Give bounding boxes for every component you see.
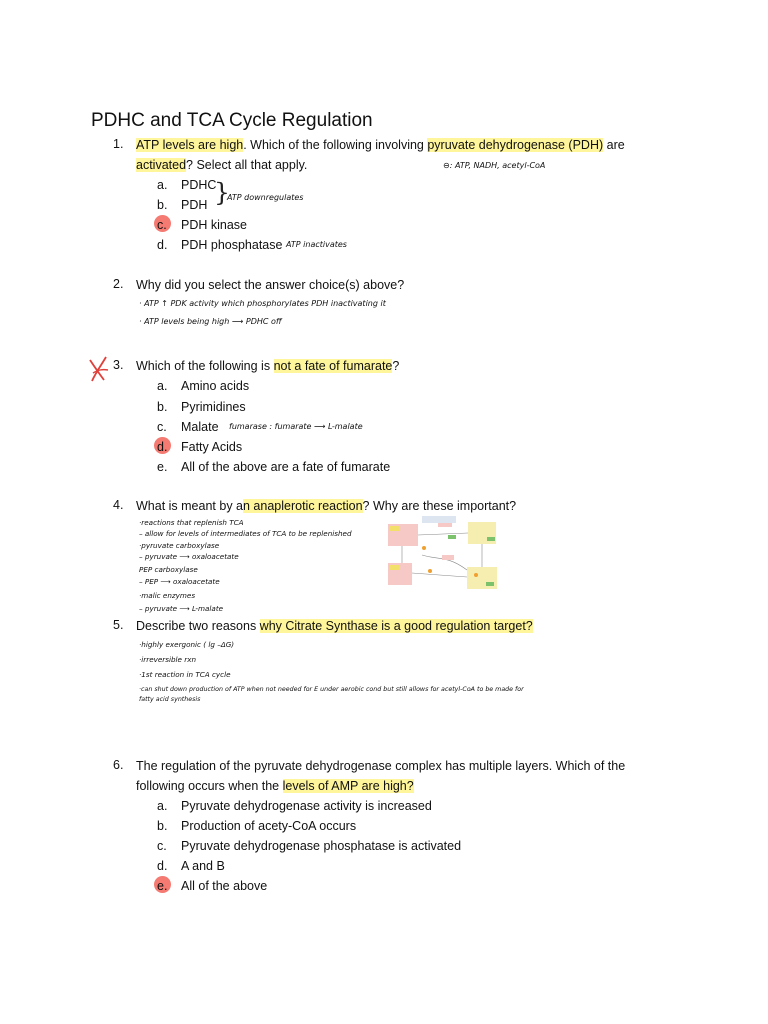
q3-text-part: ?: [392, 359, 400, 373]
q1-choice-c-letter: c.: [157, 218, 167, 232]
q2-note-2: · ATP levels being high ⟶ PDHC off: [139, 317, 282, 326]
q4-note-1: ·reactions that replenish TCA: [139, 518, 244, 527]
q3-choice-e-letter: e.: [157, 460, 168, 474]
q2-note-1: · ATP ↑ PDK activity which phosphorylates PDH inactivating it: [139, 299, 386, 308]
q1-choice-a-text: PDHC: [181, 178, 217, 192]
q5-highlight: why Citrate Synthase is a good regulation target?: [259, 619, 533, 633]
q4-note-4: – pyruvate ⟶ oxaloacetate: [139, 552, 239, 561]
q6-choice-d-text: A and B: [181, 859, 225, 873]
q5-text-part: Describe two reasons: [136, 619, 260, 633]
q1-highlight-atp: ATP levels are high: [136, 138, 244, 152]
q3-choice-d-letter: d.: [157, 440, 168, 454]
q1-text-part: are: [603, 138, 625, 152]
q5-note-3: ·1st reaction in TCA cycle: [139, 670, 231, 679]
q4-note-8: – pyruvate ⟶ L-malate: [139, 604, 224, 613]
q6-choice-a-text: Pyruvate dehydrogenase activity is increased: [181, 799, 432, 813]
q5-number: 5.: [113, 618, 124, 632]
q4-note-3: ·pyruvate carboxylase: [139, 541, 220, 550]
q6-line2: [136, 778, 414, 794]
q6-choice-e-letter: e.: [157, 879, 168, 893]
q6-highlight: levels of AMP are high?: [282, 779, 414, 793]
q4-highlight: n anaplerotic reaction: [243, 499, 363, 513]
q1-handwritten-note: ⊖: ATP, NADH, acetyl-CoA: [443, 161, 546, 170]
q4-number: 4.: [113, 498, 124, 512]
q1-choice-d-note: ATP inactivates: [286, 240, 347, 249]
q3-number: 3.: [113, 358, 124, 372]
red-x-mark-icon: [86, 354, 112, 384]
q6-number: 6.: [113, 758, 124, 772]
q1-choice-b-letter: b.: [157, 198, 168, 212]
q3-line: [136, 358, 399, 374]
q3-choice-a-letter: a.: [157, 379, 168, 393]
q6-choice-a-letter: a.: [157, 799, 168, 813]
q6-choice-c-letter: c.: [157, 839, 167, 853]
q3-choice-b-text: Pyrimidines: [181, 400, 246, 414]
q3-choice-c-note: fumarase : fumarate ⟶ L-malate: [229, 422, 363, 431]
q4-text-part: ? Why are these important?: [362, 499, 517, 513]
q4-line: [136, 498, 516, 514]
q1-line2: [136, 157, 307, 173]
q6-choice-e-text: All of the above: [181, 879, 268, 893]
q3-choice-d-text: Fatty Acids: [181, 440, 243, 454]
q3-highlight: not a fate of fumarate: [273, 359, 393, 373]
q1-choice-c-text: PDH kinase: [181, 218, 247, 232]
q1-highlight-pdh: pyruvate dehydrogenase (PDH): [427, 138, 604, 152]
q3-choice-b-letter: b.: [157, 400, 168, 414]
handwritten-brace: }: [214, 178, 230, 207]
q5-line: [136, 618, 533, 634]
q1-text-part: ? Select all that apply.: [186, 158, 308, 172]
q1-line1: [136, 137, 625, 153]
q6-line1: The regulation of the pyruvate dehydrogenase complex has multiple layers. Which of the: [136, 759, 626, 773]
q1-number: 1.: [113, 137, 124, 151]
q3-choice-a-text: Amino acids: [181, 379, 250, 393]
q1-choice-d-text: PDH phosphatase: [181, 238, 283, 252]
q4-note-2: – allow for levels of intermediates of TCA to be replenished: [139, 529, 352, 538]
q3-choice-c-letter: c.: [157, 420, 167, 434]
q1-choice-d-letter: d.: [157, 238, 168, 252]
q3-choice-e-text: All of the above are a fate of fumarate: [181, 460, 391, 474]
q2-text: Why did you select the answer choice(s) above?: [136, 278, 405, 292]
pathway-diagram-image: [382, 515, 500, 607]
q5-note-2: ·irreversible rxn: [139, 655, 197, 664]
q1-highlight-activated: activated: [136, 158, 187, 172]
q3-text-part: Which of the following is: [136, 359, 274, 373]
q4-text-part: What is meant by a: [136, 499, 243, 513]
q6-text-part: following occurs when the: [136, 779, 283, 793]
q1-text-part: . Which of the following involving: [243, 138, 428, 152]
q5-note-5: fatty acid synthesis: [139, 696, 201, 703]
q6-choice-d-letter: d.: [157, 859, 168, 873]
q4-note-6: – PEP ⟶ oxaloacetate: [139, 577, 220, 586]
q1-choice-a-letter: a.: [157, 178, 168, 192]
q5-note-1: ·highly exergonic ( lg –ΔG): [139, 640, 235, 649]
q6-choice-b-text: Production of acety-CoA occurs: [181, 819, 357, 833]
page-title: PDHC and TCA Cycle Regulation: [91, 110, 373, 131]
q1-choice-b-text: PDH: [181, 198, 208, 212]
q4-note-5: PEP carboxylase: [139, 565, 198, 574]
q1-brace-note: ATP downregulates: [227, 193, 304, 202]
q4-note-7: ·malic enzymes: [139, 591, 196, 600]
q6-choice-b-letter: b.: [157, 819, 168, 833]
q6-choice-c-text: Pyruvate dehydrogenase phosphatase is activated: [181, 839, 462, 853]
q3-choice-c-text: Malate: [181, 420, 219, 434]
q2-number: 2.: [113, 277, 124, 291]
q5-note-4: ·can shut down production of ATP when not needed for E under aerobic cond but still allows for acetyl-CoA to be made for: [139, 686, 524, 693]
